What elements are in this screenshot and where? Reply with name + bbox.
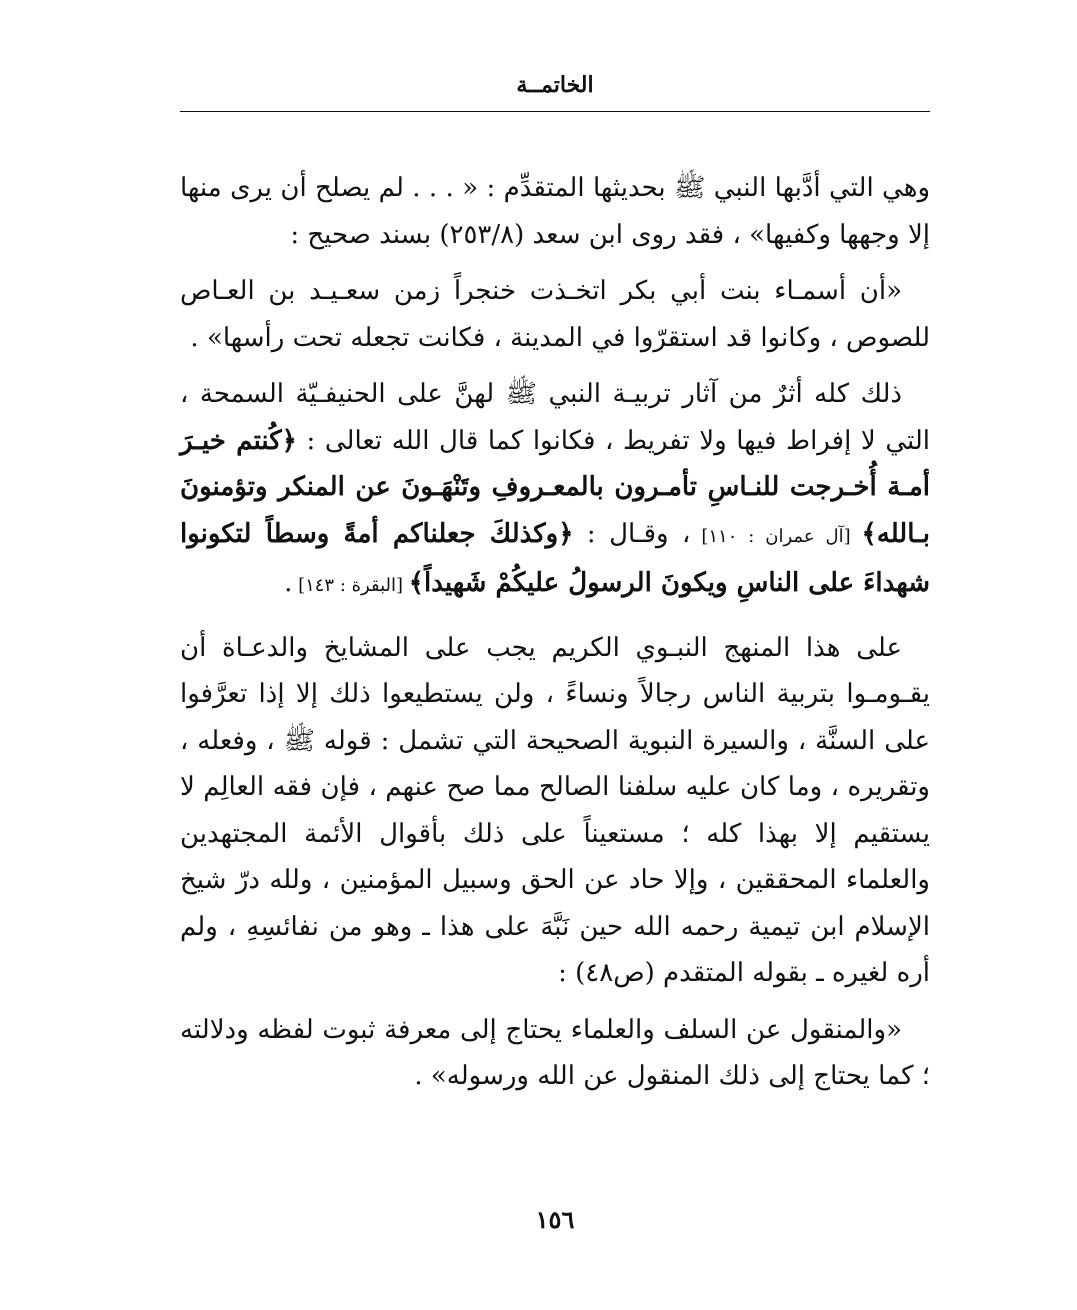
paragraph-2-quote: «أن أسمـاء بنت أبي بكر اتخـذت خنجراً زمن سعـيـد بن العـاص للصوص ، وكانوا قد استقرّوا في المدينة ، فكانت تجعله تحت رأسها» . (180, 276, 930, 353)
paragraph-3-text-1: ذلك كله أثرٌ من آثار تربيـة النبي ﷺ لهنَّ على الحنيفـيّة السمحة ، التي لا إفراط فيها ولا تفريط ، فكانوا كما قال الله تعالى : (180, 379, 930, 456)
running-header-title: الخاتمــة (516, 72, 594, 98)
verse-reference-1: [آل عمران : ١١٠] (690, 525, 862, 547)
paragraph-1: وهي التي أدَّبها النبي ﷺ بحديثها المتقدِّم : « . . . لم يصلح أن يرى منها إلا وجهها وكفيها» ، فقد روى ابن سعد (٢٥٣/٨) بسند صحيح : (180, 173, 930, 250)
paragraph-3-text-2: ، وقـال : (573, 518, 691, 549)
quran-verse-1: ﴿كُنتم خيـرَ أمـة أُخـرجت للنـاسِ تأمـرون بالمعـروفِ وتَنْهَـونَ عن المنكر وتؤمنونَ بـالله﴾ (180, 425, 930, 549)
paragraph-3 (180, 371, 930, 610)
quran-verse-2: ﴿وكذلكَ جعلناكم أمةً وسطاً لتكونوا شهداءَ على الناسِ ويكونَ الرسولُ عليكُمْ شَهيداً﴾ (180, 518, 930, 598)
verse-reference-2: [البقرة : ١٤٣] (292, 575, 409, 596)
paragraph-5-quote: «والمنقول عن السلف والعلماء يحتاج إلى معرفة ثبوت لفظه ودلالته ؛ كما يحتاج إلى ذلك المنقول عن الله ورسوله» . (180, 1014, 930, 1091)
paragraph-3-end: . (284, 568, 293, 598)
body-text (180, 165, 930, 1115)
page-number: ١٥٦ (535, 1205, 575, 1234)
header-rule (180, 111, 930, 112)
paragraph-4: على هذا المنهج النبـوي الكريم يجب على المشايخ والدعـاة أن يقـومـوا بتربية الناس رجالاً ونساءً ، ولن يستطيعوا ذلك إلا إذا تعرَّفوا على السنَّة ، والسيرة النبوية الصحيحة التي تشمل : قوله ﷺ ، وفعله ، وتقريره ، وما كان عليه سلفنا الصالح مما صح عنهم ، فإن فقه العالِم لا يستقيم إلا بهذا كله ؛ مستعيناً على ذلك بأقوال الأئمة المجتهدين والعلماء المحققين ، وإلا حاد عن الحق وسبيل المؤمنين ، ولله درّ شيخ الإسلام ابن تيمية رحمه الله حين نَبَّهَ على هذا ـ وهو من نفائسِهِ ، ولم أره لغيره ـ بقوله المتقدم (ص٤٨) : (180, 632, 930, 988)
